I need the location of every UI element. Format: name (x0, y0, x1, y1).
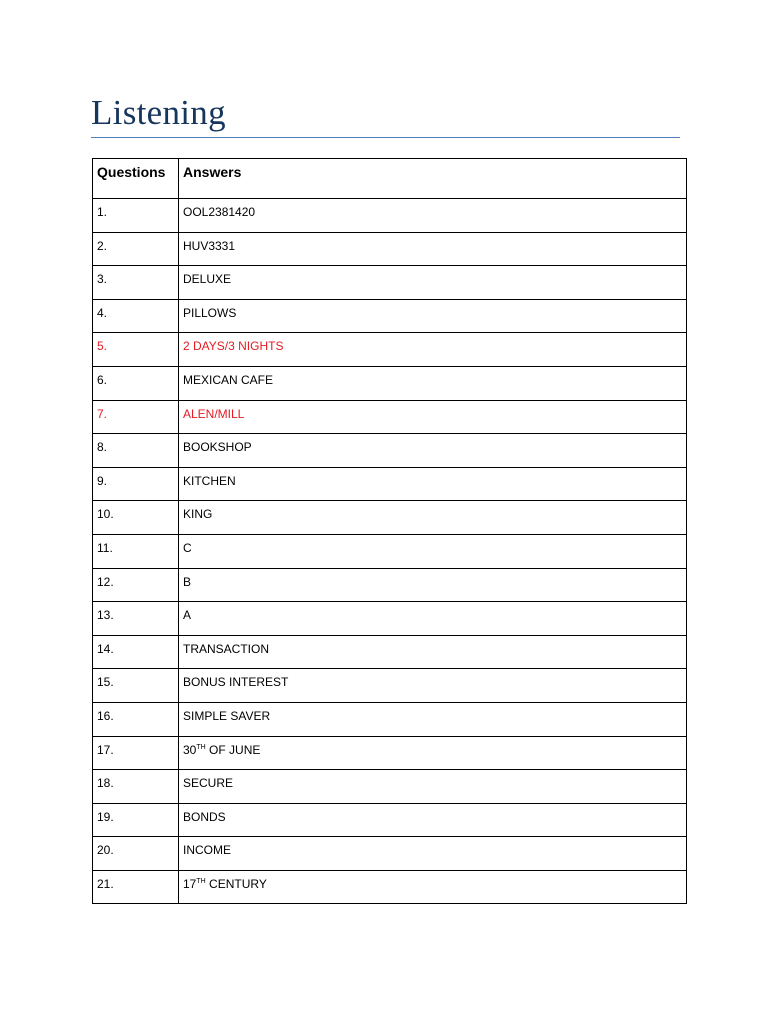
answer-cell (179, 568, 687, 602)
table-row (93, 467, 687, 501)
answer-text: HUV3331 (183, 238, 236, 253)
answer-cell (179, 366, 687, 400)
table-row (93, 702, 687, 736)
answer-text: KING (183, 507, 213, 522)
answer-cell (179, 669, 687, 703)
answer-text: C (183, 540, 192, 555)
answer-suffix: CENTURY (205, 876, 267, 891)
answer-cell (179, 400, 687, 434)
question-number: 1. (93, 199, 179, 233)
answer-text: 30 (183, 742, 197, 757)
table-header-row (93, 159, 687, 199)
answer-cell (179, 467, 687, 501)
question-number: 16. (93, 702, 179, 736)
answer-text: BOOKSHOP (183, 440, 252, 455)
answer-cell (179, 770, 687, 804)
question-number: 15. (93, 669, 179, 703)
table-row (93, 635, 687, 669)
answer-text: DELUXE (183, 272, 232, 287)
answers-table-body (93, 159, 687, 904)
question-number: 19. (93, 803, 179, 837)
answer-cell (179, 333, 687, 367)
answer-superscript: TH (196, 743, 206, 751)
table-row (93, 232, 687, 266)
table-row (93, 870, 687, 904)
table-row (93, 333, 687, 367)
question-number: 8. (93, 434, 179, 468)
question-number: 18. (93, 770, 179, 804)
question-number: 13. (93, 602, 179, 636)
answer-suffix: OF JUNE (205, 742, 261, 757)
table-row (93, 669, 687, 703)
table-row (93, 299, 687, 333)
question-number: 6. (93, 366, 179, 400)
questions-header: Questions (93, 159, 179, 199)
answer-cell (179, 837, 687, 871)
question-number: 3. (93, 266, 179, 300)
answer-text: KITCHEN (183, 473, 236, 488)
question-number: 5. (93, 333, 179, 367)
question-number: 21. (93, 870, 179, 904)
question-number: 10. (93, 501, 179, 535)
answer-superscript: TH (196, 877, 206, 885)
table-row (93, 266, 687, 300)
answer-cell (179, 501, 687, 535)
answer-text: B (183, 574, 192, 589)
question-number: 7. (93, 400, 179, 434)
answer-text: BONUS INTEREST (183, 675, 289, 690)
table-row (93, 770, 687, 804)
answer-cell (179, 434, 687, 468)
answers-header: Answers (179, 159, 687, 199)
answer-cell (179, 736, 687, 770)
answer-text: A (183, 608, 192, 623)
answer-text: BONDS (183, 809, 226, 824)
table-row (93, 736, 687, 770)
answer-cell (179, 702, 687, 736)
title-rule (91, 137, 680, 138)
answer-text: TRANSACTION (183, 641, 270, 656)
table-row (93, 568, 687, 602)
answer-cell (179, 232, 687, 266)
answer-text: PILLOWS (183, 305, 237, 320)
question-number: 17. (93, 736, 179, 770)
answer-text: 17 (183, 876, 197, 891)
question-number: 2. (93, 232, 179, 266)
answer-cell (179, 602, 687, 636)
question-number: 4. (93, 299, 179, 333)
answer-cell (179, 199, 687, 233)
table-row (93, 199, 687, 233)
answer-text: INCOME (183, 843, 231, 858)
answer-cell (179, 870, 687, 904)
table-row (93, 837, 687, 871)
page-title: Listening (91, 93, 226, 132)
answer-cell (179, 299, 687, 333)
table-row (93, 366, 687, 400)
answer-cell (179, 266, 687, 300)
answer-text: SECURE (183, 776, 234, 791)
answer-text: MEXICAN CAFE (183, 372, 274, 387)
table-row (93, 434, 687, 468)
answer-text: ALEN/MILL (183, 406, 245, 421)
answers-table (92, 158, 687, 904)
answer-text: OOL2381420 (183, 205, 256, 219)
table-row (93, 602, 687, 636)
question-number: 9. (93, 467, 179, 501)
question-number: 11. (93, 534, 179, 568)
table-row (93, 501, 687, 535)
answer-cell (179, 635, 687, 669)
question-number: 12. (93, 568, 179, 602)
answer-cell (179, 534, 687, 568)
question-number: 20. (93, 837, 179, 871)
answer-text: SIMPLE SAVER (183, 708, 271, 723)
table-row (93, 803, 687, 837)
answer-cell (179, 803, 687, 837)
table-row (93, 534, 687, 568)
question-number: 14. (93, 635, 179, 669)
table-row (93, 400, 687, 434)
answer-text: 2 DAYS/3 NIGHTS (183, 339, 284, 354)
